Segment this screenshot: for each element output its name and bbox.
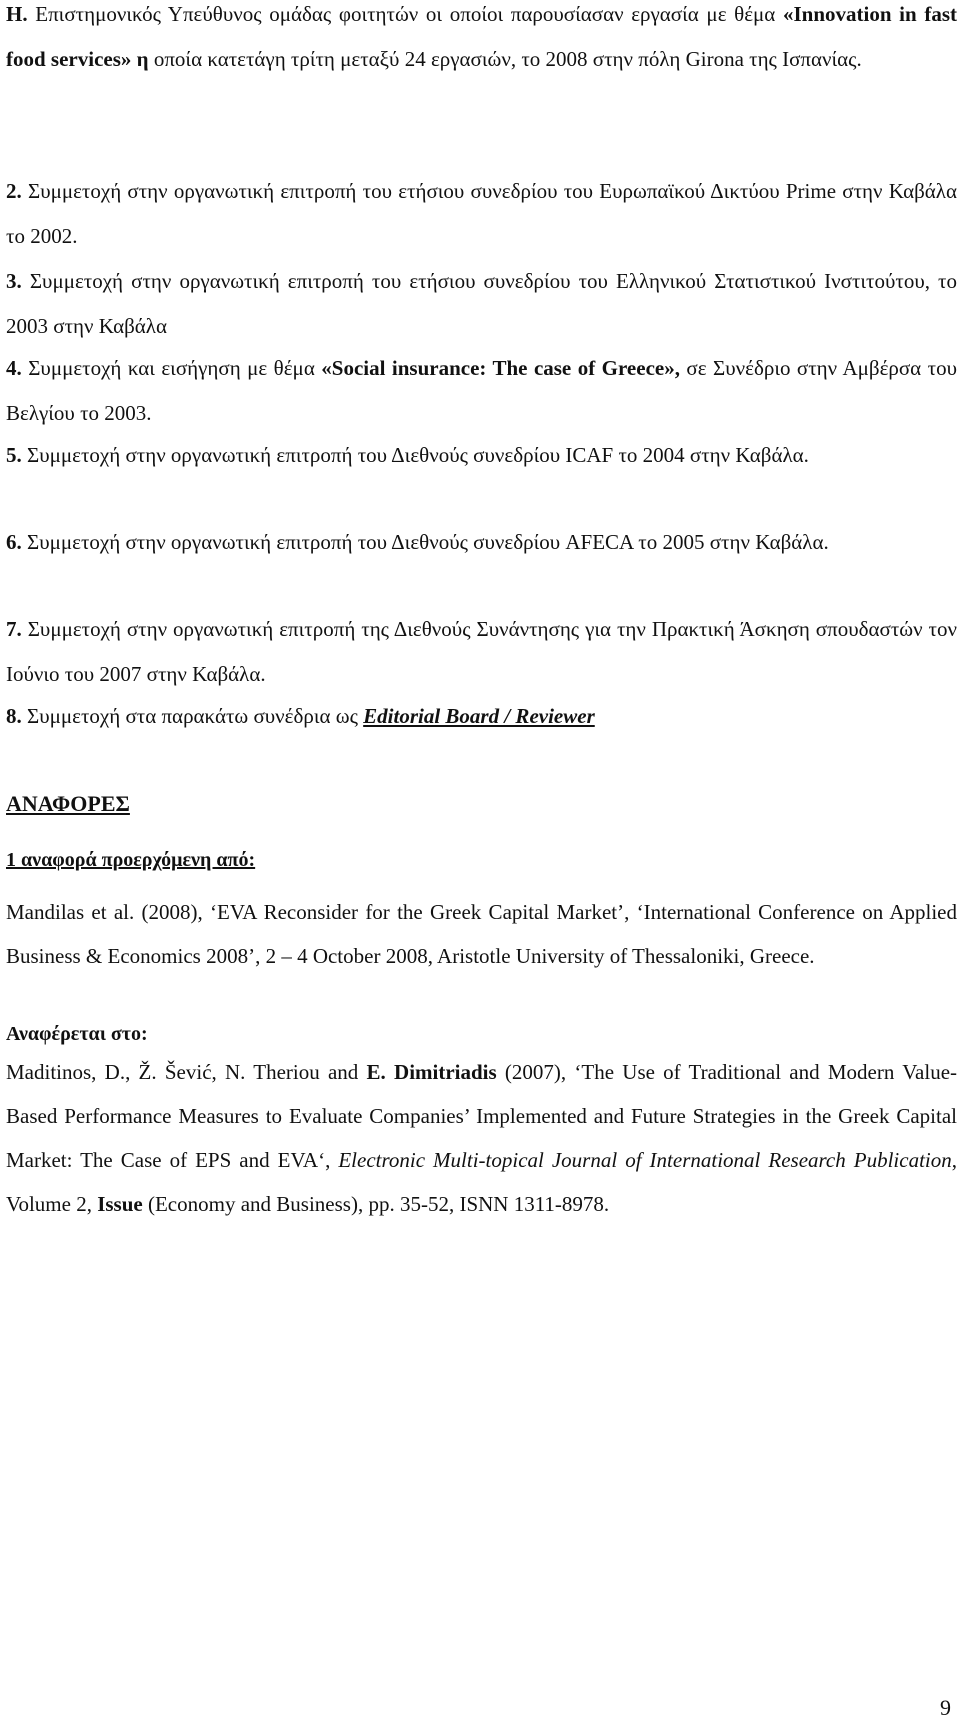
list-item-2 (6, 169, 957, 259)
item-text: Συμμετοχή στην οργανωτική επιτροπή του Διεθνούς συνεδρίου AFECA το 2005 στην Καβάλα. (21, 530, 829, 554)
item-number: 7. (6, 617, 22, 641)
citation-author-initial: E. (366, 1060, 386, 1084)
list-item-5 (6, 433, 957, 478)
item-number: 8. (6, 704, 22, 728)
item-text: Συμμετοχή στην οργανωτική επιτροπή του ετήσιου συνεδρίου του Ελληνικού Στατιστικού Ινστιτούτου, το 2003 στην Καβάλα (6, 269, 957, 338)
list-item-h (6, 0, 957, 82)
item-text: Συμμετοχή και εισήγηση με θέμα (21, 356, 322, 380)
references-heading: ΑΝΑΦΟΡΕΣ (6, 791, 130, 816)
page-number: 9 (940, 1695, 951, 1720)
item-role: Editorial Board / Reviewer (363, 704, 595, 728)
item-number: 3. (6, 269, 22, 293)
item-number: 6. (6, 530, 22, 554)
item-text: Συμμετοχή στην οργανωτική επιτροπή του ετήσιου συνεδρίου του Ευρωπαϊκού Δικτύου Prime στην Καβάλα το 2002. (6, 179, 957, 248)
item-number: Η. (6, 2, 28, 26)
item-text: Επιστημονικός Υπεύθυνος ομάδας φοιτητών οι οποίοι παρουσίασαν εργασία με θέμα (27, 2, 783, 26)
citation-authors: Maditinos, D., Ž. Šević, N. Theriou and (6, 1060, 367, 1084)
list-item-4 (6, 346, 957, 436)
list-item-7 (6, 607, 957, 697)
item-number: 2. (6, 179, 22, 203)
item-text: σε Συνέδριο στην Αμβέρσα του Βελγίου το 2003. (6, 356, 957, 425)
item-text: Συμμετοχή στην οργανωτική επιτροπή του Διεθνούς συνεδρίου ICAF το 2004 στην Καβάλα. (21, 443, 809, 467)
references-subheading: 1 αναφορά προερχόμενη από: (6, 849, 256, 871)
citation-volume: , Volume 2, (6, 1148, 957, 1216)
citation-title: (2007), ‘The Use of Traditional and Modern Value-Based Performance Measures to Evaluate Companies’ Implemented and Future Strategies in the Greek Capital Market: The Case of EPS and EVA‘, (6, 1060, 958, 1172)
item-number: 4. (6, 356, 22, 380)
list-item-3 (6, 259, 957, 349)
item-text: Συμμετοχή στα παρακάτω συνέδρια ως (21, 704, 364, 728)
item-number: 5. (6, 443, 22, 467)
citation-author-name: Dimitriadis (394, 1060, 497, 1084)
item-title: «Social insurance: The case of Greece», (321, 356, 680, 380)
item-title: «Innovation in fast food services» η (6, 2, 957, 71)
list-item-8 (6, 694, 957, 739)
citation-tail: (Economy and Business), pp. 35-52, ISNN 1311-8978. (142, 1192, 610, 1216)
item-text: Συμμετοχή στην οργανωτική επιτροπή της Διεθνούς Συνάντησης για την Πρακτική Άσκηση σπουδαστών τον Ιούνιο του 2007 στην Καβάλα. (6, 617, 957, 686)
item-text: οποία κατετάγη τρίτη μεταξύ 24 εργασιών, το 2008 στην πόλη Girona της Ισπανίας. (148, 47, 862, 71)
list-item-6 (6, 520, 957, 565)
cited-in-label: Αναφέρεται στο: (6, 1023, 148, 1045)
reference-source: Mandilas et al. (2008), ‘EVA Reconsider for the Greek Capital Market’, ‘International Conference on Applied Business & Economics 2008’, 2 – 4 October 2008, Aristotle University of Thessaloniki, Greece. (6, 900, 957, 968)
citation-issue-label: Issue (97, 1192, 143, 1216)
reference-citation (6, 1050, 957, 1226)
citation-journal: Electronic Multi-topical Journal of International Research Publication (338, 1148, 952, 1172)
